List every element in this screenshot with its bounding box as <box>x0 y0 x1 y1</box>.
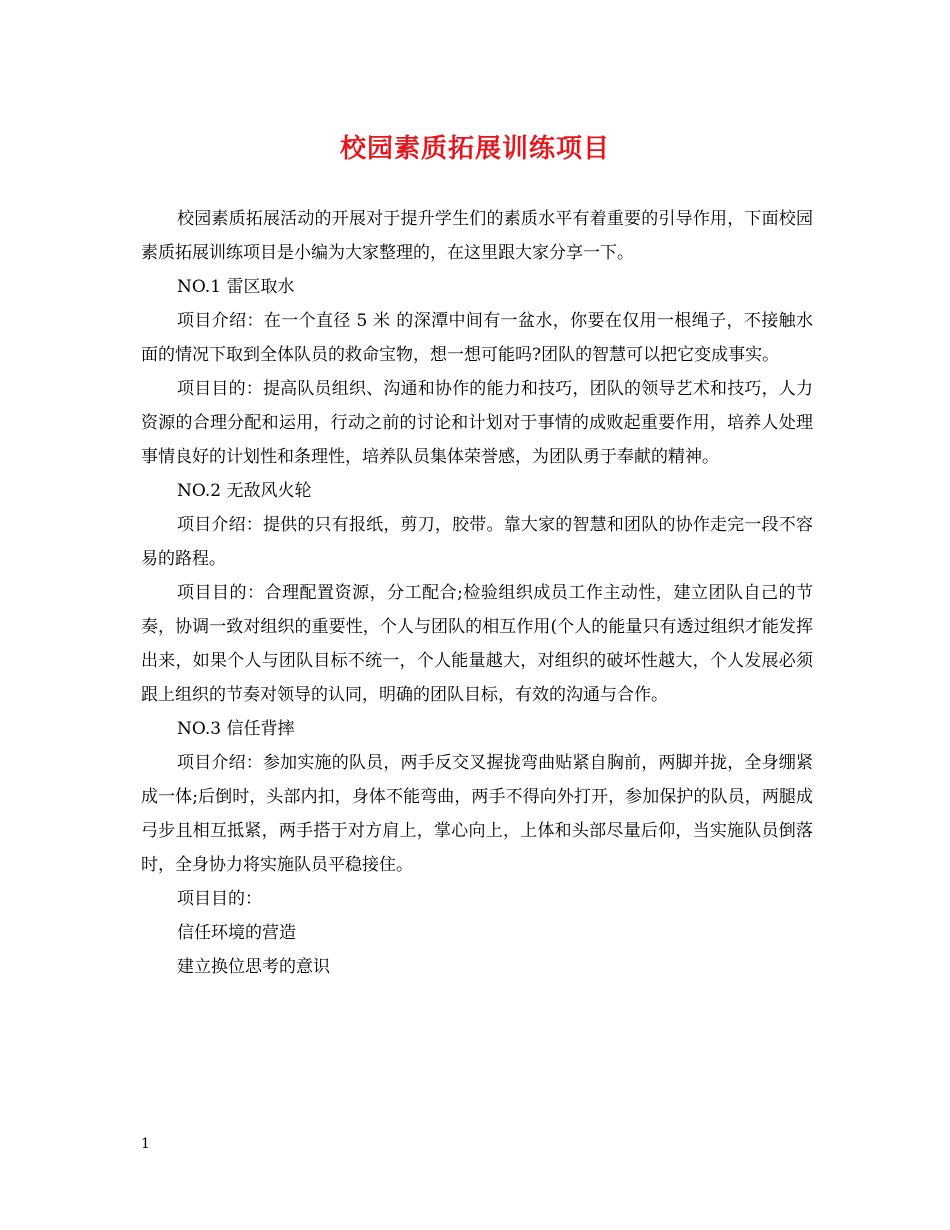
no2-purpose: 项目目的：合理配置资源，分工配合;检验组织成员工作主动性，建立团队自己的节奏，协调一致对组织的重要性，个人与团队的相互作用(个人的能量只有透过组织才能发挥出来，如果个人与团队目标不统一，个人能量越大，对组织的破坏性越大，个人发展必须跟上组织的节奏对领导的认同，明确的团队目标，有效的沟通与合作。 <box>141 583 813 705</box>
document-body <box>141 202 813 984</box>
no3-purpose-item: 信任环境的营造 <box>177 923 296 943</box>
no2-introduction: 项目介绍：提供的只有报纸，剪刀，胶带。靠大家的智慧和团队的协作走完一段不容易的路程。 <box>141 515 813 569</box>
no3-introduction: 项目介绍：参加实施的队员，两手反交叉握拢弯曲贴紧自胸前，两脚并拢，全身绷紧成一体;后倒时，头部内扣，身体不能弯曲，两手不得向外打开，参加保护的队员，两腿成弓步且相互抵紧，两手搭于对方肩上，掌心向上，上体和头部尽量后仰，当实施队员倒落时，全身协力将实施队员平稳接住。 <box>141 753 813 875</box>
no3-purpose-label: 项目目的： <box>177 889 262 909</box>
no1-introduction: 项目介绍：在一个直径 5 米 的深潭中间有一盆水，你要在仅用一根绳子，不接触水面的情况下取到全体队员的救命宝物，想一想可能吗?团队的智慧可以把它变成事实。 <box>141 311 813 365</box>
section-heading-no1: NO.1 雷区取水 <box>177 277 295 297</box>
section-heading-no3: NO.3 信任背摔 <box>177 719 295 739</box>
page-number: 1 <box>141 1136 150 1152</box>
no1-purpose: 项目目的：提高队员组织、沟通和协作的能力和技巧，团队的领导艺术和技巧，人力资源的合理分配和运用，行动之前的讨论和计划对于事情的成败起重要作用，培养人处理事情良好的计划性和条理性，培养队员集体荣誉感，为团队勇于奉献的精神。 <box>141 379 813 467</box>
page-title: 校园素质拓展训练项目 <box>339 134 610 164</box>
no3-purpose-item: 建立换位思考的意识 <box>177 957 330 977</box>
section-heading-no2: NO.2 无敌风火轮 <box>177 481 312 501</box>
intro-paragraph: 校园素质拓展活动的开展对于提升学生们的素质水平有着重要的引导作用，下面校园素质拓展训练项目是小编为大家整理的，在这里跟大家分享一下。 <box>141 209 813 263</box>
